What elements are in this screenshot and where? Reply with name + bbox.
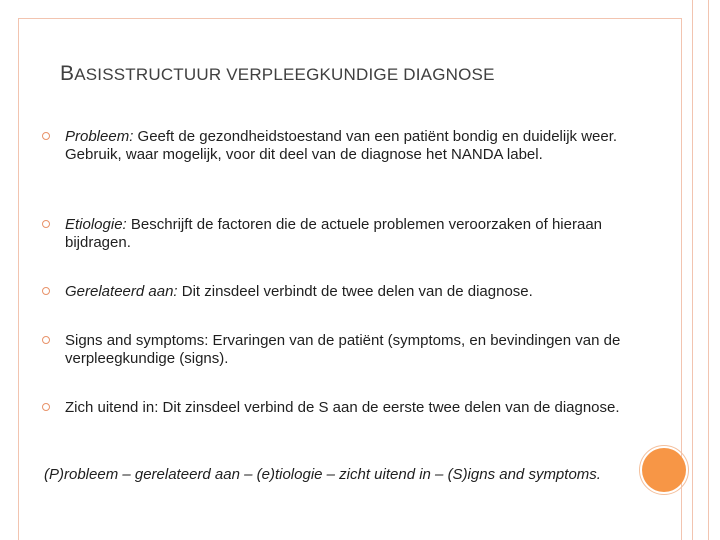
bullet-lead: Gerelateerd aan: <box>65 283 178 300</box>
bullet-text: Geeft de gezondheidstoestand van een patiënt bondig en duidelijk weer. Gebruik, waar mogelijk, voor dit deel van de diagnose het NANDA label. <box>65 128 618 163</box>
bullet-circle-icon <box>42 220 50 228</box>
bullet-text: Beschrijft de factoren die de actuele problemen veroorzaken of hieraan bijdragen. <box>65 216 603 251</box>
bullet-circle-icon <box>42 403 50 411</box>
slide-title <box>60 62 495 86</box>
title-rest: ASISSTRUCTUUR VERPLEEGKUNDIGE DIAGNOSE <box>74 65 495 84</box>
bullet-item-gerelateerd <box>42 283 622 301</box>
bullet-item-probleem <box>42 128 622 164</box>
bullet-item-signs-symptoms <box>42 332 622 368</box>
bullet-lead: Probleem: <box>65 128 134 145</box>
decorative-circle <box>642 448 686 492</box>
slide-frame <box>18 18 682 540</box>
decorative-line <box>692 0 693 540</box>
bullet-item-zich-uitend <box>42 399 622 417</box>
bullet-circle-icon <box>42 132 50 140</box>
bullet-text: Signs and symptoms: Ervaringen van de patiënt (symptoms, en bevindingen van de verpleegkundige (signs). <box>65 332 621 367</box>
title-first-letter: B <box>60 62 75 85</box>
formula-text: (P)robleem – gerelateerd aan – (e)tiologie – zicht uitend in – (S)igns and symptoms. <box>44 466 601 483</box>
bullet-text: Dit zinsdeel verbindt de twee delen van de diagnose. <box>177 283 533 300</box>
bullet-text: Zich uitend in: Dit zinsdeel verbind de S aan de eerste twee delen van de diagnose. <box>65 399 620 416</box>
decorative-line <box>708 0 709 540</box>
bullet-circle-icon <box>42 287 50 295</box>
bullet-item-etiologie <box>42 216 622 252</box>
bullet-lead: Etiologie: <box>65 216 127 233</box>
bullet-circle-icon <box>42 336 50 344</box>
